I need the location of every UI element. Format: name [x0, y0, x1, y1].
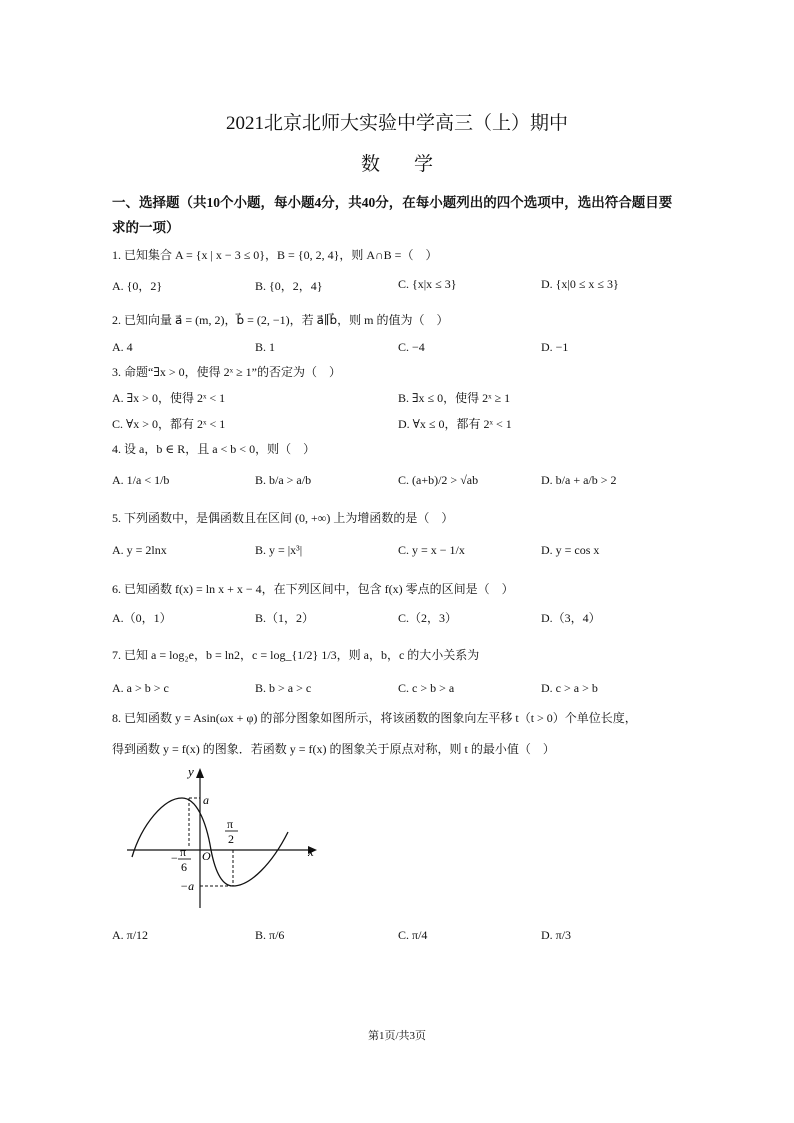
q8-option-c: C. π/4: [398, 928, 428, 942]
y-axis-label: y: [188, 764, 194, 779]
question-7-stem: 7. 已知 a = log₂e，b = ln2，c = log_{1/2} 1/3，则 a，b，c 的大小关系为: [112, 648, 480, 662]
q5-option-b: B. y = |x³|: [255, 543, 303, 557]
q1-option-c: C. {x|x ≤ 3}: [398, 277, 457, 291]
q1-option-b: B. {0，2，4}: [255, 279, 323, 293]
q2-option-a: A. 4: [112, 340, 133, 354]
neg-a-label: −a: [180, 879, 195, 893]
q1-option-a: A. {0，2}: [112, 279, 163, 293]
q7-option-d: D. c > a > b: [541, 681, 598, 695]
q4-option-c: C. (a+b)/2 > √ab: [398, 473, 479, 487]
q2-option-d: D. −1: [541, 340, 569, 354]
question-5-stem: 5. 下列函数中，是偶函数且在区间 (0, +∞) 上为增函数的是（ ）: [112, 511, 454, 525]
q5-option-c: C. y = x − 1/x: [398, 543, 465, 557]
q3-option-a: A. ∃x > 0，使得 2ˣ < 1: [112, 391, 226, 405]
question-8-stem-line2: 得到函数 y = f(x) 的图象．若函数 y = f(x) 的图象关于原点对称，则 t 的最小值（ ）: [112, 742, 555, 756]
x-axis-label: x: [308, 844, 314, 859]
a-label: a: [203, 793, 209, 807]
question-2-stem: 2. 已知向量 a⃗ = (m, 2)，b⃗ = (2, −1)，若 a⃗∥b⃗，则 m 的值为（ ）: [112, 313, 449, 327]
question-4-stem: 4. 设 a，b ∈ R，且 a < b < 0，则（ ）: [112, 442, 316, 456]
q5-option-a: A. y = 2lnx: [112, 543, 167, 557]
pi2-denominator: 2: [228, 832, 234, 846]
question-8-stem: 8. 已知函数 y = Asin(ωx + φ) 的部分图象如图所示，将该函数的图象向左平移 t（t > 0）个单位长度，: [112, 711, 637, 725]
q6-option-c: C.（2，3）: [398, 611, 458, 625]
q7-option-a: A. a > b > c: [112, 681, 169, 695]
q6-option-a: A.（0，1）: [112, 611, 172, 625]
q3-option-c: C. ∀x > 0，都有 2ˣ < 1: [112, 417, 226, 431]
q6-option-d: D.（3，4）: [541, 611, 601, 625]
q6-option-b: B.（1，2）: [255, 611, 315, 625]
q1-option-d: D. {x|0 ≤ x ≤ 3}: [541, 277, 619, 291]
page-footer: 第1页/共3页: [367, 1030, 427, 1042]
pi2-numerator: π: [227, 817, 234, 831]
neg-pi6-denominator: 6: [181, 860, 187, 874]
q3-option-d: D. ∀x ≤ 0，都有 2ˣ < 1: [398, 417, 512, 431]
q2-option-b: B. 1: [255, 340, 276, 354]
q3-option-b: B. ∃x ≤ 0，使得 2ˣ ≥ 1: [398, 391, 511, 405]
neg-pi6-sign: −: [171, 851, 178, 865]
section-heading: 一、选择题（共10个小题，每小题4分，共40分，在每小题列出的四个选项中，选出符合题目要求的一项）: [112, 195, 673, 235]
question-3-stem: 3. 命题“∃x > 0，使得 2ˣ ≥ 1”的否定为（ ）: [112, 365, 341, 379]
q4-option-a: A. 1/a < 1/b: [112, 473, 170, 487]
neg-pi6-numerator: π: [180, 845, 187, 859]
q4-option-b: B. b/a > a/b: [255, 473, 312, 487]
question-6-stem: 6. 已知函数 f(x) = ln x + x − 4，在下列区间中，包含 f(x) 零点的区间是（ ）: [112, 582, 514, 596]
y-axis-arrow: [196, 768, 204, 778]
origin-label: O: [202, 849, 211, 863]
q4-option-d: D. b/a + a/b > 2: [541, 473, 617, 487]
q5-option-d: D. y = cos x: [541, 543, 600, 557]
question-1-stem: 1. 已知集合 A = {x | x − 3 ≤ 0}，B = {0, 2, 4}，则 A∩B =（ ）: [112, 248, 438, 262]
q8-option-a: A. π/12: [112, 928, 149, 942]
page-subtitle: 数学: [360, 154, 467, 175]
sine-curve: [132, 798, 288, 886]
sine-graph-figure: [112, 760, 332, 910]
q7-option-b: B. b > a > c: [255, 681, 312, 695]
q2-option-c: C. −4: [398, 340, 425, 354]
q8-option-b: B. π/6: [255, 928, 285, 942]
q8-option-d: D. π/3: [541, 928, 572, 942]
q7-option-c: C. c > b > a: [398, 681, 455, 695]
page-title: 2021北京北师大实验中学高三（上）期中: [225, 113, 568, 134]
